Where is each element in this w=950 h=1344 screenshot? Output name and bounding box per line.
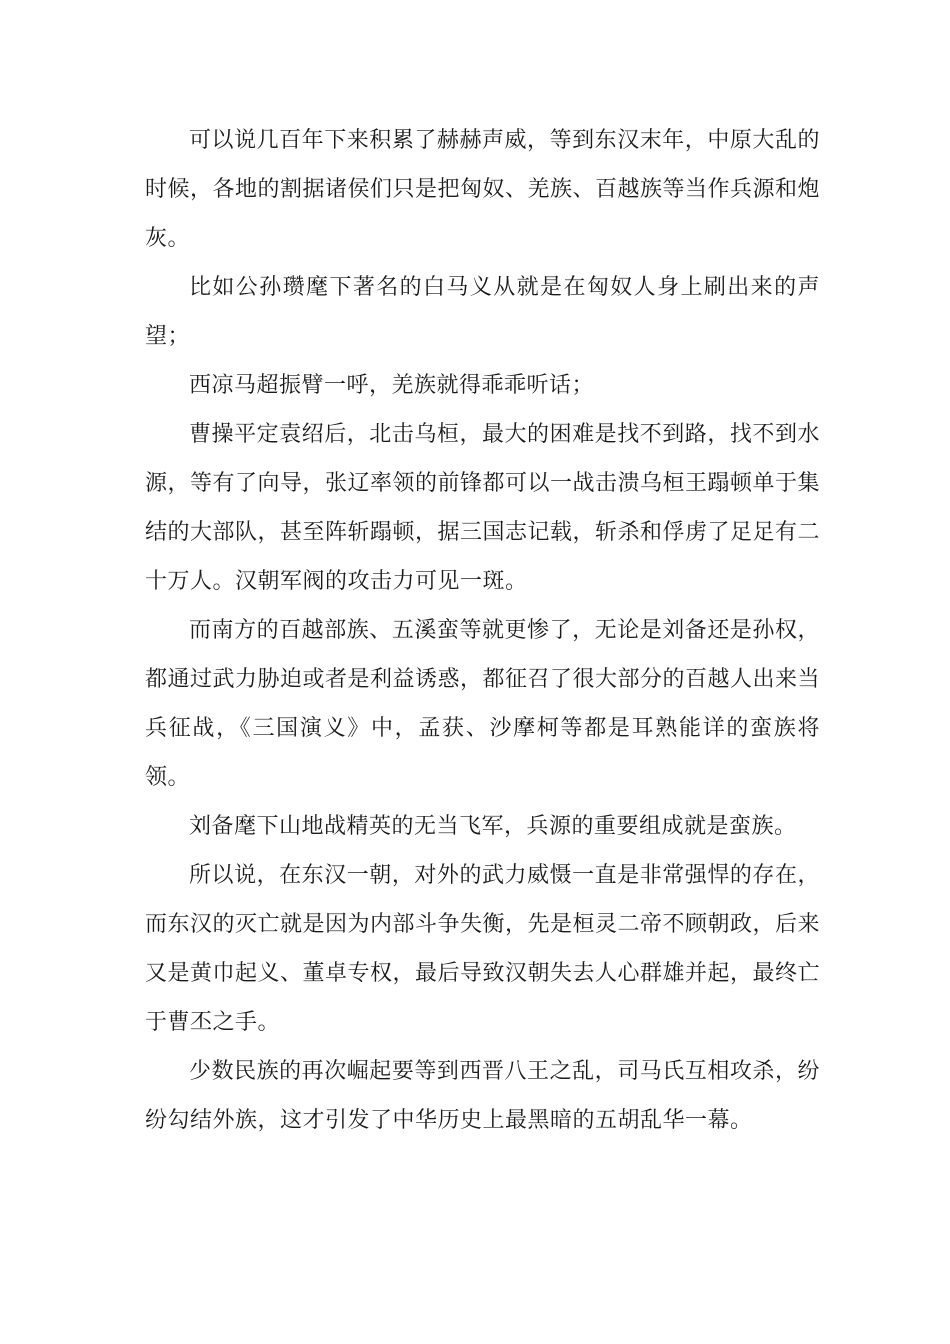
paragraph: 少数民族的再次崛起要等到西晋八王之乱，司马氏互相攻杀，纷 纷勾结外族，这才引发了中华历史上最黑暗的五胡乱华一幕。 xyxy=(145,1059,820,1133)
paragraph: 西凉马超振臂一呼，羌族就得乖乖听话； xyxy=(189,373,595,398)
paragraph: 而南方的百越部族、五溪蛮等就更惨了，无论是刘备还是孙权， 都通过武力胁迫或者是利益诱惑，都征召了很大部分的百越人出来当 兵征战，《三国演义》中，孟获、沙摩柯等都是耳熟能详的蛮族将领。 xyxy=(145,618,821,790)
paragraph: 所以说，在东汉一朝，对外的武力威慑一直是非常强悍的存在， 而东汉的灭亡就是因为内部斗争失衡，先是桓灵二帝不顾朝政，后来 又是黄巾起义、董卓专权，最后导致汉朝失去人心群雄并起，最终亡 于曹丕之手。 xyxy=(145,863,821,1035)
paragraph: 可以说几百年下来积累了赫赫声威，等到东汉末年，中原大乱的 时候，各地的割据诸侯们只是把匈奴、羌族、百越族等当作兵源和炮 灰。 xyxy=(145,128,821,251)
paragraph: 刘备麾下山地战精英的无当飞军，兵源的重要组成就是蛮族。 xyxy=(189,814,797,839)
paragraph: 比如公孙瓒麾下著名的白马义从就是在匈奴人身上刷出来的声 望； xyxy=(145,275,820,349)
paragraph: 曹操平定袁绍后，北击乌桓，最大的困难是找不到路，找不到水源，等有了向导，张辽率领的前锋都可以一战击溃乌桓王蹋顿单于集 结的大部队，甚至阵斩蹋顿，据三国志记载，斩杀和俘虏了足足有二 十万人。汉朝军阀的攻击力可见一斑。 xyxy=(145,422,821,594)
document-body xyxy=(145,116,820,1145)
